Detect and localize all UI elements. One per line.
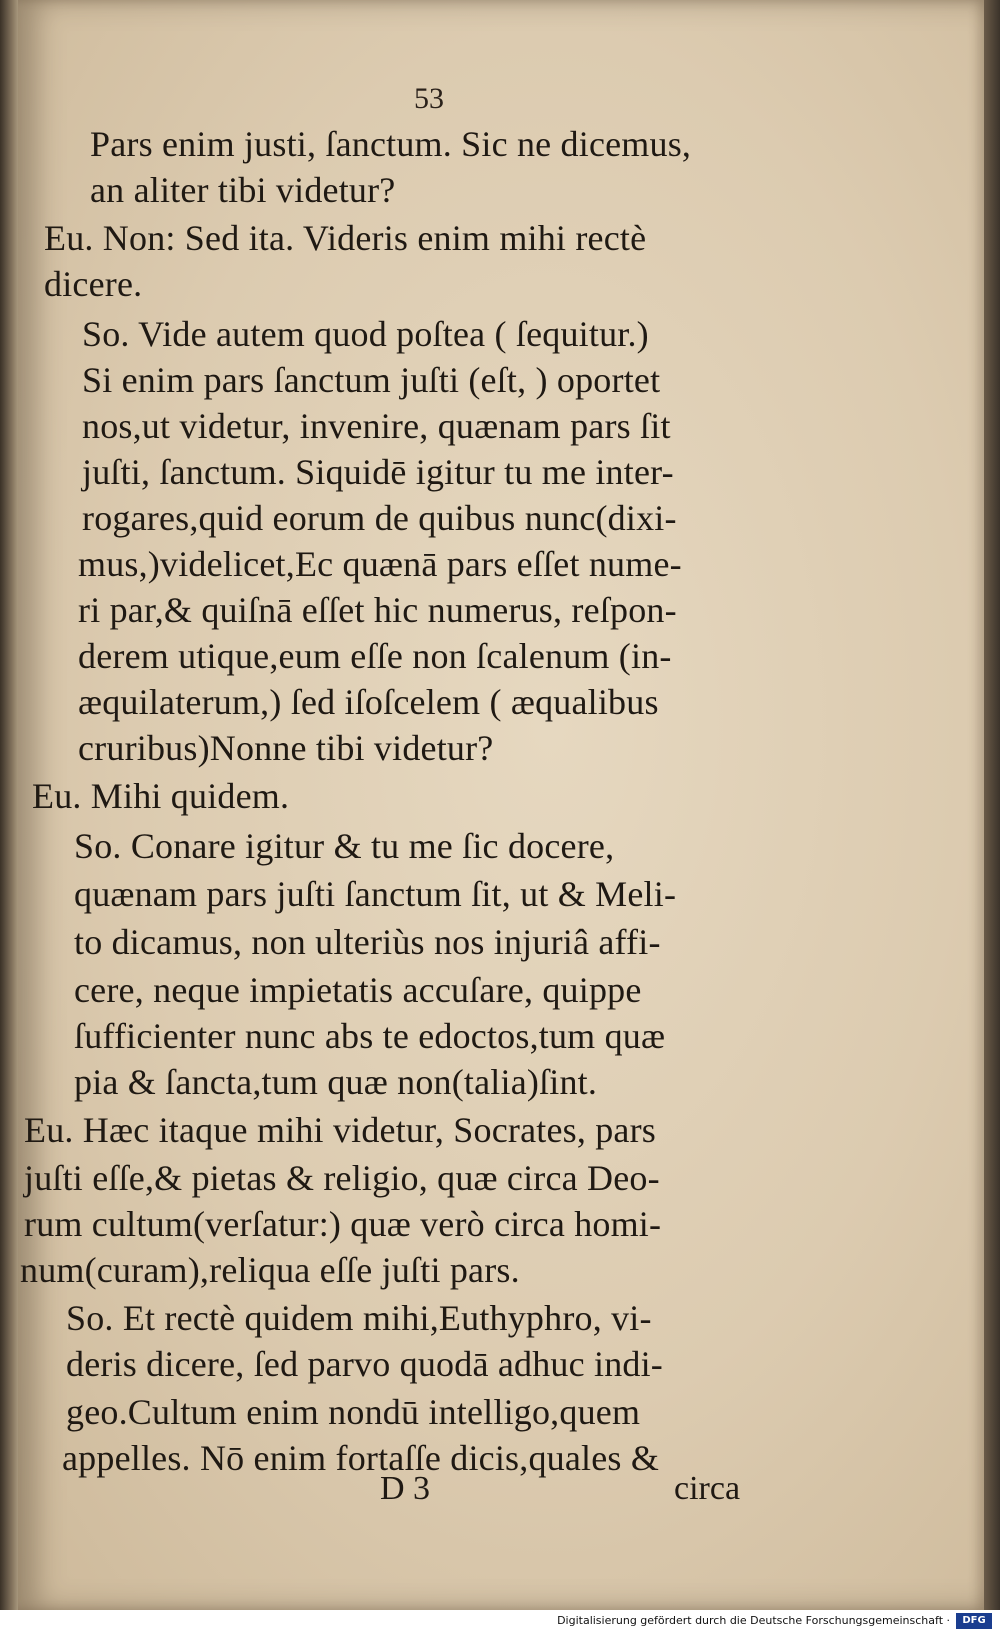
text-line: ri par,& quiſnā eſſet hic numerus, reſpon-	[78, 590, 677, 630]
text-line: cere, neque impietatis accuſare, quippe	[74, 970, 642, 1010]
text-line: quænam pars juſti ſanctum ſit, ut & Meli-	[74, 874, 677, 914]
page-right-edge	[984, 0, 1000, 1610]
text-line: ſufficienter nunc abs te edoctos,tum quæ	[74, 1016, 666, 1056]
text-line: Eu. Non: Sed ita. Videris enim mihi rectè	[44, 218, 647, 258]
text-line: dicere.	[44, 264, 143, 304]
text-line: appelles. Nō enim fortaſſe dicis,quales &	[62, 1438, 660, 1478]
page-number: 53	[414, 82, 444, 115]
text-line: rum cultum(verſatur:) quæ verò circa homi-	[24, 1204, 662, 1244]
catchword: circa	[674, 1470, 741, 1507]
signature-mark: D 3	[380, 1470, 431, 1507]
text-line: to dicamus, non ulteriùs nos injuriâ affi-	[74, 922, 661, 962]
text-line: pia & ſancta,tum quæ non(talia)ſint.	[74, 1062, 598, 1102]
text-line: an aliter tibi videtur?	[90, 170, 396, 210]
text-line: num(curam),reliqua eſſe juſti pars.	[20, 1250, 520, 1290]
text-line: Eu. Hæc itaque mihi videtur, Socrates, pars	[24, 1110, 657, 1150]
text-line: juſti, ſanctum. Siquidē igitur tu me inter-	[82, 452, 674, 492]
text-line: geo.Cultum enim nondū intelligo,quem	[66, 1392, 641, 1432]
book-page	[18, 0, 984, 1610]
text-line: derem utique,eum eſſe non ſcalenum (in-	[78, 636, 672, 676]
text-line: So. Et rectè quidem mihi,Euthyphro, vi-	[66, 1298, 652, 1338]
text-line: cruribus)Nonne tibi videtur?	[78, 728, 494, 768]
text-line: æquilaterum,) ſed iſoſcelem ( æqualibus	[78, 682, 659, 722]
text-line: So. Vide autem quod poſtea ( ſequitur.)	[82, 314, 649, 354]
credit-text: Digitalisierung gefördert durch die Deutsche Forschungsgemeinschaft ·	[557, 1614, 950, 1627]
digitization-credit-bar	[0, 1610, 1000, 1633]
dfg-logo: DFG	[956, 1613, 992, 1629]
text-line: rogares,quid eorum de quibus nunc(dixi-	[82, 498, 677, 538]
text-line: Pars enim justi, ſanctum. Sic ne dicemus,	[90, 124, 692, 164]
text-line: juſti eſſe,& pietas & religio, quæ circa Deo-	[24, 1158, 660, 1198]
text-line: So. Conare igitur & tu me ſic docere,	[74, 826, 615, 866]
text-line: Si enim pars ſanctum juſti (eſt, ) oportet	[82, 360, 661, 400]
text-line: Eu. Mihi quidem.	[32, 776, 290, 816]
text-line: deris dicere, ſed parvo quodā adhuc indi-	[66, 1344, 663, 1384]
text-line: nos,ut videtur, invenire, quænam pars ſit	[82, 406, 671, 446]
text-line: mus,)videlicet,Ec quænā pars eſſet nume-	[78, 544, 682, 584]
